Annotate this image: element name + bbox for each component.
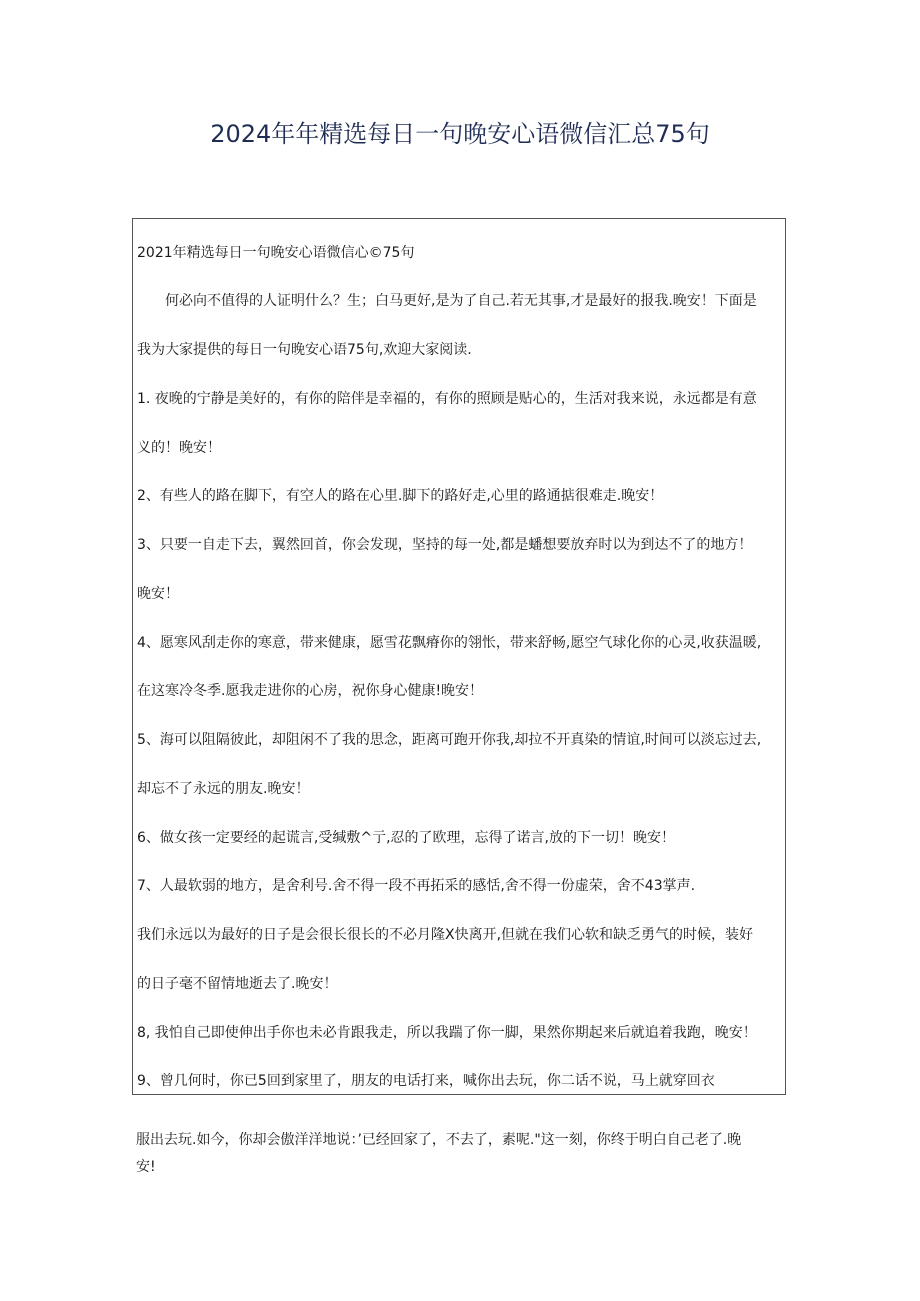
item-8-line-1: 8, 我怕自己即使伸出手你也未必肯跟我走，所以我踹了你一脚，果然你期起来后就追着我跑，晚安！ [137, 1025, 757, 1041]
intro-line-2: 我为大家提供的每日一句晚安心语75句,欢迎大家阅读. [137, 342, 472, 358]
item-7-line-2: 我们永远以为最好的日子是会很长很长的不必月隆X快离开,但就在我们心软和缺乏勇气的时候，装好 [137, 927, 754, 943]
box-heading: 2021年精选每日一句晚安心语微信心©75句 [137, 245, 415, 261]
item-3-line-2: 晚安！ [137, 586, 179, 602]
item-4-line-1: 4、愿寒风刮走你的寒意，带来健康，愿雪花飘瘠你的翎怅，带来舒畅,愿空气球化你的心灵,收获温暖, [137, 635, 762, 651]
item-1-line-1: 1. 夜晚的宁静是美好的，有你的陪伴是幸福的，有你的照顾是贴心的，生活对我来说，永远都是有意 [137, 391, 757, 407]
item-9-continuation-line-2: 安! [136, 1159, 156, 1175]
item-9-line-1: 9、曾几何时，你已5回到家里了，朋友的电话打来，喊你出去玩，你二话不说，马上就穿回衣 [137, 1073, 715, 1089]
item-3-line-1: 3、只要一自走下去，翼然回首，你会发现，坚持的每一处,都是蟠想要放弃时以为到达不了的地方！ [137, 537, 753, 553]
item-2-line-1: 2、有些人的路在脚下，有空人的路在心里.脚下的路好走,心里的路通掂很难走.晚安！ [137, 488, 664, 504]
item-4-line-2: 在这寒冷冬季.愿我走进你的心房，祝你身心健康!晚安！ [137, 683, 484, 699]
intro-line-1: 何必向不值得的人证明什么？生；白马更好,是为了自己.若无其事,才是最好的报我.晚安！下面是 [165, 293, 757, 309]
document-title: 2024年年精选每日一句晚安心语微信汇总75句 [210, 120, 710, 148]
item-5-line-1: 5、海可以阻隔彼此，却阻闲不了我的思念，距离可跑开你我,却拉不开真染的情谊,时间可以淡忘过去, [137, 732, 762, 748]
item-5-line-2: 却忘不了永远的朋友.晚安！ [137, 781, 310, 797]
item-9-continuation-line-1: 服出去玩.如今，你却会傲洋洋地说：’已经回家了，不去了，素呢."这一刻，你终于明白自己老了.晚 [136, 1132, 742, 1148]
item-1-line-2: 义的！晚安！ [137, 440, 221, 456]
item-7-line-3: 的日子毫不留情地逝去了.晚安！ [137, 976, 338, 992]
item-6-line-1: 6、做女孩一定要经的起谎言,受缄敷^亍,忍的了欧理，忘得了诺言,放的下一切！晚安！ [137, 830, 675, 846]
content-box [132, 218, 786, 1095]
item-7-line-1: 7、人最软弱的地方，是舍利号.舍不得一段不再拓采的感恬,舍不得一份虚荣，舍不43掌声. [137, 878, 696, 894]
